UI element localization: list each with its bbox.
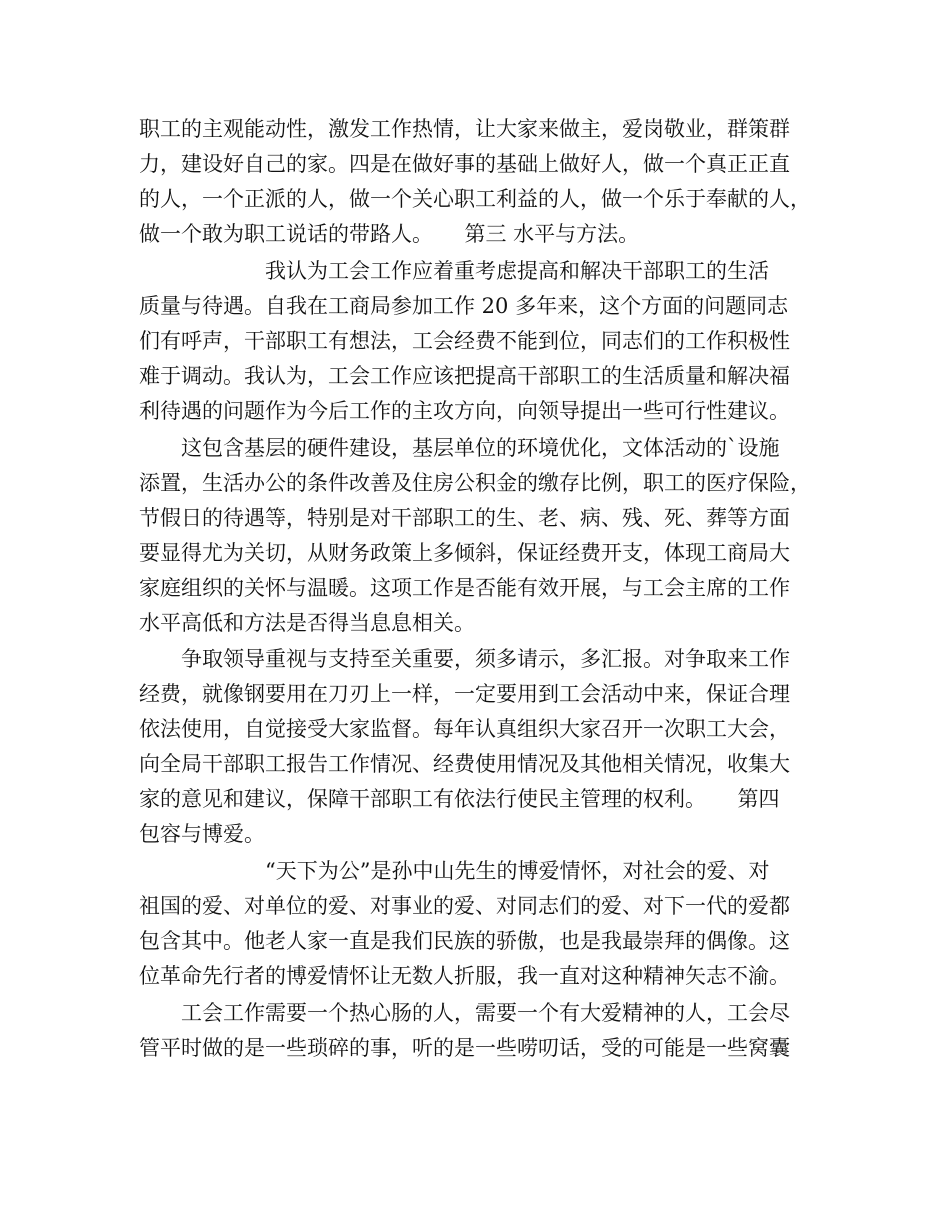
text-line: 依法使用，自觉接受大家监督。每年认真组织大家召开一次职工大会， (139, 717, 790, 741)
text-line: 包含其中。他老人家一直是我们民族的骄傲，也是我最崇拜的偶像。这 (139, 929, 790, 953)
text-line: 这包含基层的硬件建设，基层单位的环境优化，文体活动的`设施 (139, 436, 780, 460)
text-line: 祖国的爱、对单位的爱、对事业的爱、对同志们的爱、对下一代的爱都 (139, 894, 790, 918)
text-line: 包容与博爱。 (139, 822, 265, 846)
text-line: “天下为公”是孙中山先生的博爱情怀，对社会的爱、对 (139, 859, 770, 883)
text-line: 争取领导重视与支持至关重要，须多请示，多汇报。对争取来工作 (139, 647, 790, 671)
text-line: 经费，就像钢要用在刀刃上一样，一定要用到工会活动中来，保证合理 (139, 682, 790, 706)
text-line: 我认为工会工作应着重考虑提高和解决干部职工的生活 (139, 259, 769, 283)
text-line: 节假日的待遇等，特别是对干部职工的生、老、病、残、死、葬等方面 (139, 506, 790, 530)
text-line: 职工的主观能动性，激发工作热情，让大家来做主，爱岗敬业，群策群 (139, 117, 790, 141)
text-line: 家的意见和建议，保障干部职工有依法行使民主管理的权利。 第四 (139, 787, 780, 811)
text-line: 向全局干部职工报告工作情况、经费使用情况及其他相关情况，收集大 (139, 752, 790, 776)
text-line: 的人，一个正派的人，做一个关心职工利益的人，做一个乐于奉献的人， (139, 187, 811, 211)
text-line: 工会工作需要一个热心肠的人，需要一个有大爱精神的人，工会尽 (139, 1001, 790, 1025)
text-line: 家庭组织的关怀与温暖。这项工作是否能有效开展，与工会主席的工作 (139, 576, 790, 600)
text-line: 管平时做的是一些琐碎的事，听的是一些唠叨话，受的可能是一些窝囊 (139, 1036, 790, 1060)
text-line: 们有呼声，干部职工有想法，工会经费不能到位，同志们的工作积极性 (139, 329, 790, 353)
text-line: 位革命先行者的博爱情怀让无数人折服，我一直对这种精神矢志不渝。 (139, 964, 790, 988)
text-line: 质量与待遇。自我在工商局参加工作 20 多年来，这个方面的问题同志 (139, 294, 789, 318)
text-line: 水平高低和方法是否得当息息相关。 (139, 611, 475, 635)
text-line: 难于调动。我认为，工会工作应该把提高干部职工的生活质量和解决福 (139, 364, 790, 388)
text-line: 要显得尤为关切，从财务政策上多倾斜，保证经费开支，体现工商局大 (139, 541, 790, 565)
text-line: 力，建设好自己的家。四是在做好事的基础上做好人，做一个真正正直 (139, 152, 790, 176)
text-line: 做一个敢为职工说话的带路人。 第三 水平与方法。 (139, 222, 640, 246)
text-line: 利待遇的问题作为今后工作的主攻方向，向领导提出一些可行性建议。 (139, 399, 790, 423)
text-line: 添置，生活办公的条件改善及住房公积金的缴存比例，职工的医疗保险， (139, 471, 811, 495)
